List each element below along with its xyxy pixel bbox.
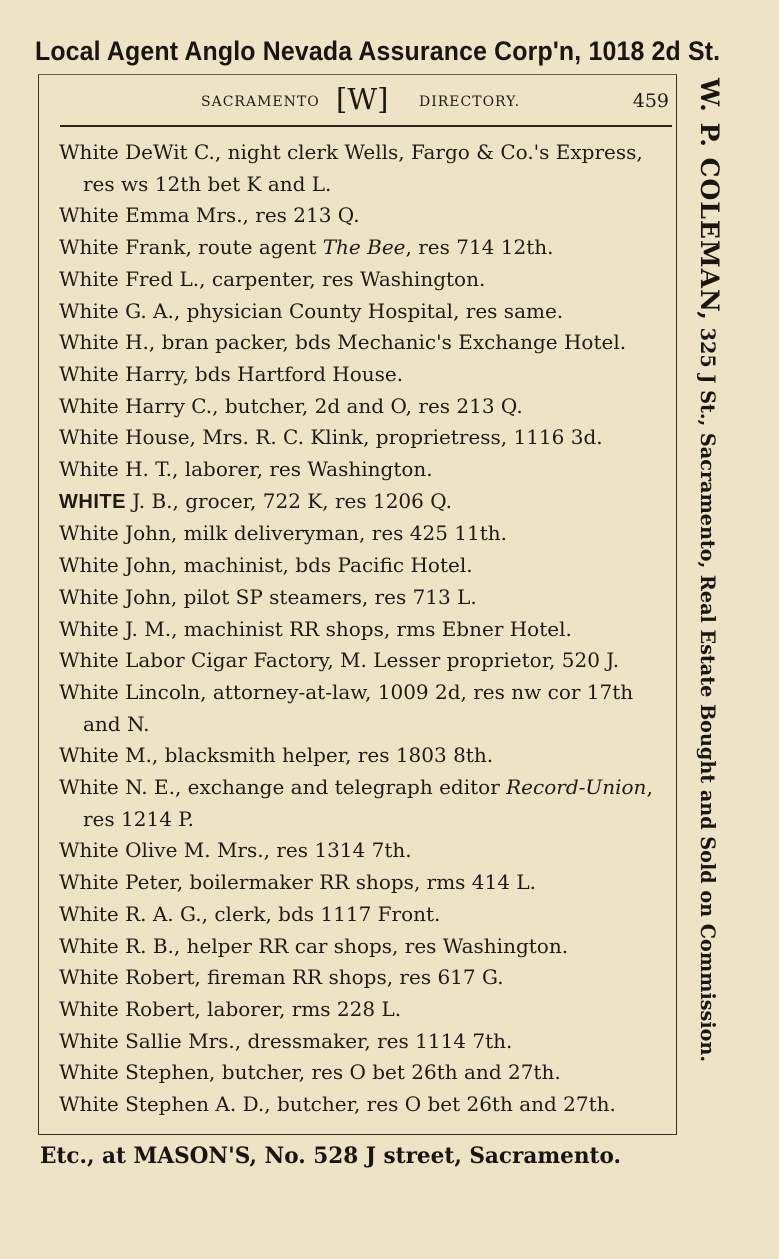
directory-entry <box>59 327 669 359</box>
entry-details: N. E., exchange and telegraph editor <box>118 775 507 800</box>
entry-surname: White <box>59 457 119 482</box>
entry-surname: White <box>59 521 119 546</box>
entry-surname: White <box>59 1092 119 1117</box>
directory-entry <box>59 454 669 486</box>
entry-details: R. A. G., clerk, bds 1117 Front. <box>118 901 441 926</box>
entry-surname: White <box>59 330 119 355</box>
entry-surname: White <box>59 393 119 418</box>
entry-details: J. M., machinist RR shops, rms Ebner Hotel. <box>118 616 572 641</box>
entry-details: H., bran packer, bds Mechanic's Exchange Hotel. <box>118 330 627 355</box>
directory-entry <box>59 518 669 550</box>
directory-entry <box>59 359 669 391</box>
entry-details: Emma Mrs., res 213 Q. <box>118 203 360 228</box>
entry-surname: White <box>59 266 119 291</box>
entry-italic-title: Record-Union <box>506 775 647 800</box>
header-rule <box>60 125 672 127</box>
entry-details: John, machinist, bds Pacific Hotel. <box>118 553 473 578</box>
directory-entry <box>59 486 669 519</box>
directory-entry <box>59 296 669 328</box>
entry-surname: White <box>59 743 119 768</box>
directory-entry <box>59 582 669 614</box>
entry-details: R. B., helper RR car shops, res Washington. <box>118 933 569 958</box>
directory-entry <box>59 1057 669 1089</box>
entry-surname: White <box>59 203 119 228</box>
top-advertisement-banner: Local Agent Anglo Nevada Assurance Corp'n, 1018 2d St. <box>34 36 721 66</box>
entry-surname: White <box>59 1060 119 1085</box>
entry-surname: White <box>59 648 119 673</box>
entry-details: Olive M. Mrs., res 1314 7th. <box>118 838 412 863</box>
side-advertisement-banner <box>695 78 724 1062</box>
directory-entry <box>59 422 669 454</box>
bottom-advertisement-banner: Etc., at MASON'S, No. 528 J street, Sacramento. <box>40 1143 622 1169</box>
entry-surname: White <box>59 553 119 578</box>
entry-details-continued: , res 1214 P. <box>83 775 653 831</box>
directory-entry <box>59 740 669 772</box>
directory-entry <box>59 867 669 899</box>
directory-entry <box>59 994 669 1026</box>
entry-details: Fred L., carpenter, res Washington. <box>118 266 486 291</box>
entry-italic-title: The Bee <box>322 235 406 260</box>
running-head-label: DIRECTORY. <box>419 94 521 110</box>
entry-details: Robert, fireman RR shops, res 617 G. <box>118 965 504 990</box>
entry-details: Harry C., butcher, 2d and O, res 213 Q. <box>118 393 523 418</box>
entry-surname: White <box>59 679 119 704</box>
page-number: 459 <box>632 90 669 112</box>
entry-details: Harry, bds Hartford House. <box>118 361 404 386</box>
side-advertiser-name: W. P. COLEMAN, <box>695 78 724 321</box>
entry-surname: White <box>59 1028 119 1053</box>
entry-details: John, pilot SP steamers, res 713 L. <box>118 584 477 609</box>
entry-details: DeWit C., night clerk Wells, Fargo & Co.'s Express, res ws 12th bet K and L. <box>83 140 643 196</box>
entry-details: H. T., laborer, res Washington. <box>118 457 433 482</box>
entry-surname: White <box>59 425 119 450</box>
entry-surname: White <box>59 616 119 641</box>
entry-surname: White <box>59 140 119 164</box>
directory-entry <box>59 200 669 232</box>
directory-entry <box>59 899 669 931</box>
directory-entry <box>59 137 669 200</box>
directory-entry <box>59 550 669 582</box>
directory-entry <box>59 772 669 835</box>
directory-entry <box>59 391 669 423</box>
entry-surname: White <box>59 965 119 990</box>
entry-details: Stephen, butcher, res O bet 26th and 27th. <box>118 1060 561 1085</box>
entry-details: G. A., physician County Hospital, res same. <box>118 298 564 323</box>
entry-surname: White <box>59 361 119 386</box>
entry-details: J. B., grocer, 722 K, res 1206 Q. <box>125 488 452 513</box>
entry-surname: White <box>59 870 119 895</box>
entry-details: John, milk deliveryman, res 425 11th. <box>118 521 508 546</box>
entry-details: M., blacksmith helper, res 1803 8th. <box>118 743 494 768</box>
directory-entry <box>59 614 669 646</box>
directory-entry <box>59 1026 669 1058</box>
entry-details: Stephen A. D., butcher, res O bet 26th and 27th. <box>118 1092 616 1117</box>
entry-surname: White <box>59 996 119 1021</box>
directory-entry <box>59 962 669 994</box>
entry-surname: White <box>59 901 119 926</box>
running-head-letter: [W] <box>336 82 389 116</box>
entry-details-continued: , res 714 12th. <box>405 235 554 260</box>
directory-entry <box>59 1089 669 1121</box>
entry-details: Robert, laborer, rms 228 L. <box>118 996 402 1021</box>
running-head-city: SACRAMENTO <box>201 94 320 110</box>
directory-entry <box>59 931 669 963</box>
directory-entry <box>59 645 669 677</box>
entry-details: Peter, boilermaker RR shops, rms 414 L. <box>118 870 536 895</box>
directory-entry <box>59 232 669 264</box>
directory-entry <box>59 264 669 296</box>
entry-surname: WHITE <box>59 490 126 513</box>
entry-details: House, Mrs. R. C. Klink, proprietress, 1116 3d. <box>118 425 603 450</box>
entry-surname: White <box>59 838 119 863</box>
side-advertiser-details: 325 J St., Sacramento, Real Estate Bought and Sold on Commission. <box>696 321 719 1063</box>
frame-top-rule <box>38 74 677 75</box>
entry-details: Labor Cigar Factory, M. Lesser proprietor, 520 J. <box>118 648 620 673</box>
entry-surname: White <box>59 933 119 958</box>
entry-surname: White <box>59 235 119 260</box>
running-head <box>38 82 677 120</box>
directory-entries <box>59 137 669 1121</box>
entry-details: Lincoln, attorney-at-law, 1009 2d, res nw cor 17th and N. <box>83 679 634 736</box>
directory-entry <box>59 677 669 740</box>
entry-surname: White <box>59 775 119 800</box>
directory-entry <box>59 835 669 867</box>
entry-surname: White <box>59 298 119 323</box>
entry-details: Sallie Mrs., dressmaker, res 1114 7th. <box>118 1028 513 1053</box>
entry-surname: White <box>59 584 119 609</box>
entry-details: Frank, route agent <box>118 235 323 260</box>
